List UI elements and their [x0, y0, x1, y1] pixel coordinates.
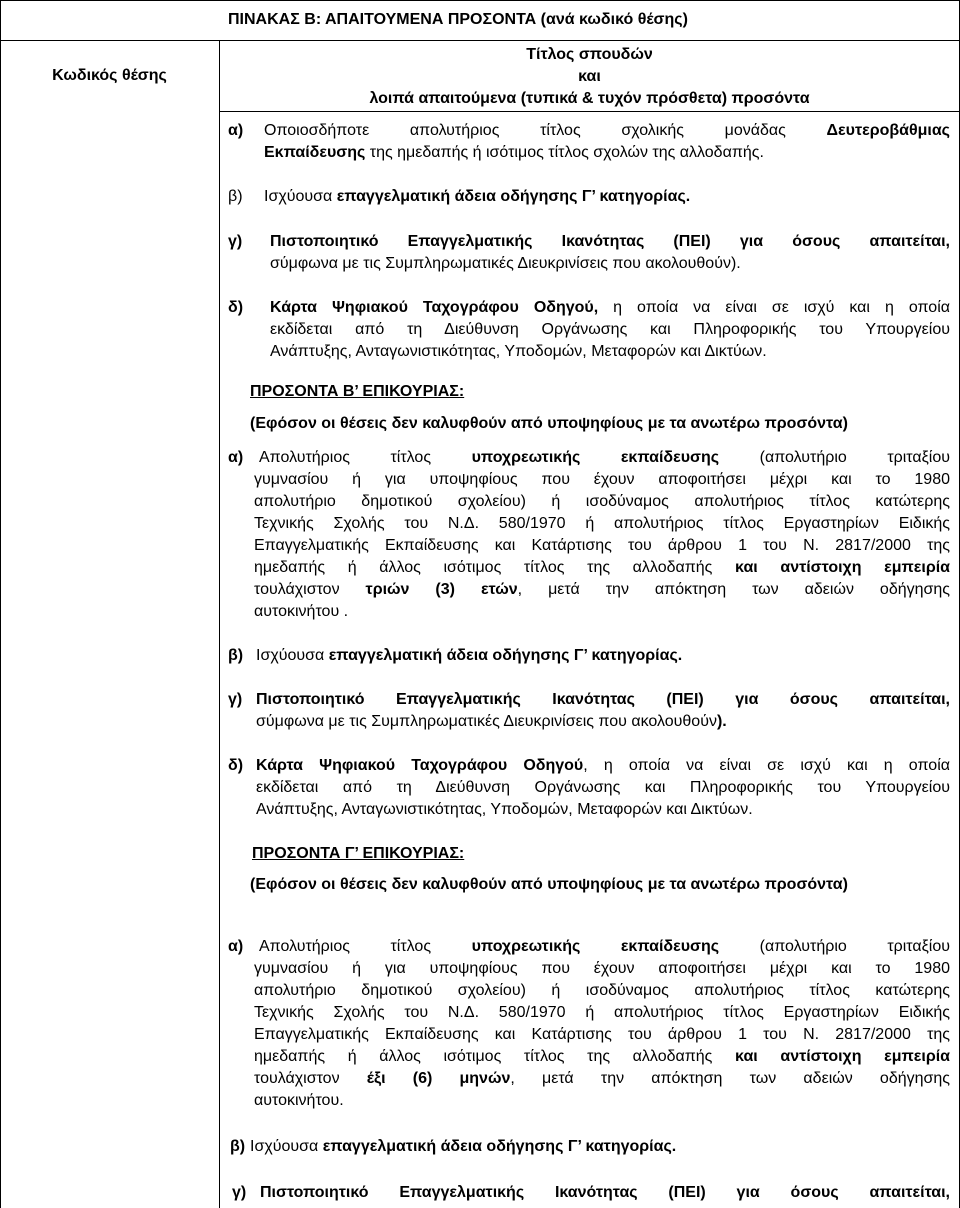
main-d-line2: εκδίδεται από τη Διεύθυνση Οργάνωσης και Πληροφορικής του Υπουργείου	[270, 321, 950, 338]
b-d-label: δ)	[228, 757, 244, 774]
b-c-line1: Πιστοποιητικό Επαγγελματικής Ικανότητας (ΠΕΙ) για όσους απαιτείται,	[256, 691, 950, 708]
title-row-border	[0, 40, 960, 41]
main-a-label: α)	[228, 122, 244, 139]
b-a-line8: αυτοκινήτου .	[254, 603, 349, 620]
b-d-line1: Κάρτα Ψηφιακού Ταχογράφου Οδηγού, η οποία να είναι σε ισχύ και η οποία	[256, 757, 950, 774]
c-a-line3: απολυτήριο δημοτικού σχολείου) ή ισοδύναμος απολυτήριος τίτλος κατώτερης	[254, 982, 950, 999]
c-a-line8: αυτοκινήτου.	[254, 1092, 344, 1109]
main-a-line1: Οποιοσδήποτε απολυτήριος τίτλος σχολικής μονάδας Δευτεροβάθμιας	[264, 122, 950, 139]
b-b-label: β)	[228, 647, 244, 664]
table-border-left	[0, 0, 1, 1208]
main-b-text: Ισχύουσα επαγγελματική άδεια οδήγησης Γ’ κατηγορίας.	[264, 188, 691, 205]
main-d-label: δ)	[228, 299, 244, 316]
c-section-heading: ΠΡΟΣΟΝΤΑ Γ’ ΕΠΙΚΟΥΡΙΑΣ:	[252, 845, 465, 862]
c-c-label: γ)	[232, 1184, 247, 1201]
b-b-text: Ισχύουσα επαγγελματική άδεια οδήγησης Γ’ κατηγορίας.	[256, 647, 683, 664]
b-a-line7: τουλάχιστον τριών (3) ετών, μετά την απόκτηση των αδειών οδήγησης	[254, 581, 951, 598]
b-a-line3: απολυτήριο δημοτικού σχολείου) ή ισοδύναμος απολυτήριος τίτλος κατώτερης	[254, 493, 950, 510]
b-a-label: α)	[228, 449, 244, 466]
b-c-label: γ)	[228, 691, 243, 708]
column-divider	[219, 40, 220, 1208]
main-d-line3: Ανάπτυξης, Ανταγωνιστικότητας, Υποδομών, Μεταφορών και Δικτύων.	[270, 343, 767, 360]
b-a-line4: Τεχνικής Σχολής του Ν.Δ. 580/1970 ή απολυτήριος τίτλος Εργαστηρίων Ειδικής	[254, 515, 950, 532]
b-a-line2: γυμνασίου ή για υποψηφίους που έχουν αποφοιτήσει μέχρι και το 1980	[254, 471, 950, 488]
c-b-label: β)	[230, 1138, 246, 1155]
b-d-line2: εκδίδεται από τη Διεύθυνση Οργάνωσης και Πληροφορικής του Υπουργείου	[256, 779, 950, 796]
c-a-line1: Απολυτήριος τίτλος υποχρεωτικής εκπαίδευσης (απολυτήριο τριταξίου	[259, 938, 951, 955]
c-a-label: α)	[228, 938, 244, 955]
c-a-line5: Επαγγελματικής Εκπαίδευσης και Κατάρτισης του άρθρου 1 του Ν. 2817/2000 της	[254, 1026, 950, 1043]
c-c-line1: Πιστοποιητικό Επαγγελματικής Ικανότητας (ΠΕΙ) για όσους απαιτείται,	[260, 1184, 950, 1201]
header-row-border	[219, 111, 960, 112]
c-a-line7: τουλάχιστον έξι (6) μηνών, μετά την απόκτηση των αδειών οδήγησης	[254, 1070, 951, 1087]
b-d-line3: Ανάπτυξης, Ανταγωνιστικότητας, Υποδομών, Μεταφορών και Δικτύων.	[256, 801, 753, 818]
b-a-line5: Επαγγελματικής Εκπαίδευσης και Κατάρτισης του άρθρου 1 του Ν. 2817/2000 της	[254, 537, 950, 554]
table-border-top	[0, 0, 960, 1]
column-header-code: Κωδικός θέσης	[52, 67, 167, 84]
column-header-title-line3: λοιπά απαιτούμενα (τυπικά & τυχόν πρόσθετα) προσόντα	[369, 90, 810, 107]
c-a-line4: Τεχνικής Σχολής του Ν.Δ. 580/1970 ή απολυτήριος τίτλος Εργαστηρίων Ειδικής	[254, 1004, 950, 1021]
b-a-line1: Απολυτήριος τίτλος υποχρεωτικής εκπαίδευσης (απολυτήριο τριταξίου	[259, 449, 951, 466]
c-a-line6: ημεδαπής ή άλλος ισότιμος τίτλος της αλλοδαπής και αντίστοιχη εμπειρία	[254, 1048, 951, 1065]
main-d-line1: Κάρτα Ψηφιακού Ταχογράφου Οδηγού, η οποία να είναι σε ισχύ και η οποία	[270, 299, 951, 316]
b-a-line6: ημεδαπής ή άλλος ισότιμος τίτλος της αλλοδαπής και αντίστοιχη εμπειρία	[254, 559, 951, 576]
b-section-note: (Εφόσον οι θέσεις δεν καλυφθούν από υποψηφίους με τα ανωτέρω προσόντα)	[250, 415, 848, 432]
c-a-line2: γυμνασίου ή για υποψηφίους που έχουν αποφοιτήσει μέχρι και το 1980	[254, 960, 950, 977]
b-c-line2: σύμφωνα με τις Συμπληρωματικές Διευκρινίσεις που ακολουθούν).	[256, 713, 727, 730]
column-header-title-line2: και	[578, 68, 601, 85]
main-b-label: β)	[228, 188, 243, 205]
main-c-line2: σύμφωνα με τις Συμπληρωματικές Διευκρινίσεις που ακολουθούν).	[270, 255, 741, 272]
b-section-heading: ΠΡΟΣΟΝΤΑ Β’ ΕΠΙΚΟΥΡΙΑΣ:	[250, 383, 465, 400]
table-title: ΠΙΝΑΚΑΣ Β: ΑΠΑΙΤΟΥΜΕΝΑ ΠΡΟΣΟΝΤΑ (ανά κωδικό θέσης)	[228, 11, 688, 28]
c-b-text: Ισχύουσα επαγγελματική άδεια οδήγησης Γ’ κατηγορίας.	[250, 1138, 677, 1155]
c-section-note: (Εφόσον οι θέσεις δεν καλυφθούν από υποψηφίους με τα ανωτέρω προσόντα)	[250, 876, 848, 893]
main-c-line1: Πιστοποιητικό Επαγγελματικής Ικανότητας (ΠΕΙ) για όσους απαιτείται,	[270, 233, 950, 250]
main-a-line2: Εκπαίδευσης της ημεδαπής ή ισότιμος τίτλος σχολών της αλλοδαπής.	[264, 144, 764, 161]
main-c-label: γ)	[228, 233, 243, 250]
column-header-title-line1: Τίτλος σπουδών	[526, 46, 653, 63]
